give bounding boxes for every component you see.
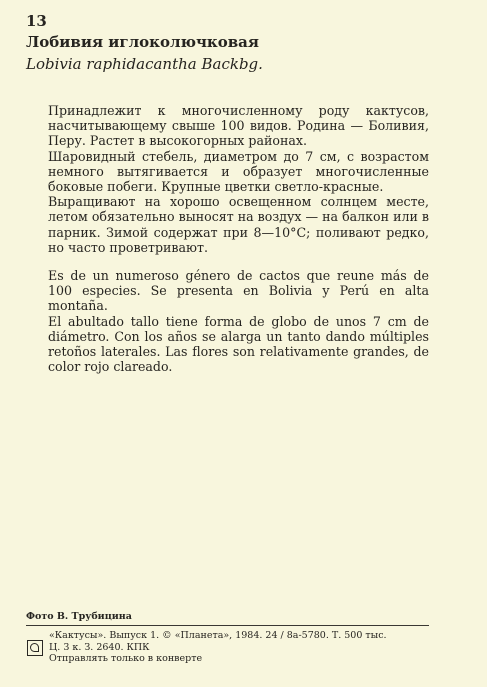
- paragraph-ru-1: Принадлежит к многочисленному роду кактусов, насчитывающему свыше 100 видов. Родина — Боливия, Перу. Растет в высокогорных районах.: [48, 103, 429, 149]
- paragraph-es-1: Es de un numeroso género de cactos que reune más de 100 especies. Se presenta en Bolivia y Perú en alta montaña.: [48, 268, 429, 314]
- logo-mark: [30, 643, 39, 652]
- paragraph-es-2: El abultado tallo tiene forma de globo de unos 7 cm de diámetro. Con los años se alarga un tanto dando múltiples retoños laterales. Las flores son relativamente grandes, de color rojo clareado.: [48, 313, 429, 375]
- title-russian: Лобивия иглоколючковая: [26, 33, 259, 51]
- description-spanish: [48, 268, 429, 374]
- divider: [26, 625, 429, 626]
- planeta-logo-icon: [27, 640, 43, 656]
- imprint-line-3: Отправлять только в конверте: [49, 653, 203, 664]
- imprint-line-2: Ц. 3 к. З. 2640. КПК: [49, 641, 150, 653]
- title-latin: Lobivia raphidacantha Backbg.: [26, 55, 263, 73]
- imprint-block: [49, 630, 387, 665]
- paragraph-ru-2: Шаровидный стебель, диаметром до 7 см, с возрастом немного вытягивается и образует многочисленные боковые побеги. Крупные цветки светло-красные.: [48, 148, 429, 195]
- description-russian: [48, 103, 429, 255]
- card-number: 13: [26, 12, 47, 30]
- photo-credit: Фото В. Трубицина: [26, 611, 132, 622]
- imprint-line-1: «Кактусы». Выпуск 1. © «Планета», 1984. 24 / 8а-5780. Т. 500 тыс.: [49, 630, 387, 641]
- paragraph-ru-3: Выращивают на хорошо освещенном солнцем месте, летом обязательно выносят на воздух — на балкон или в парник. Зимой содержат при 8—10°С; поливают редко, но часто проветривают.: [48, 194, 429, 255]
